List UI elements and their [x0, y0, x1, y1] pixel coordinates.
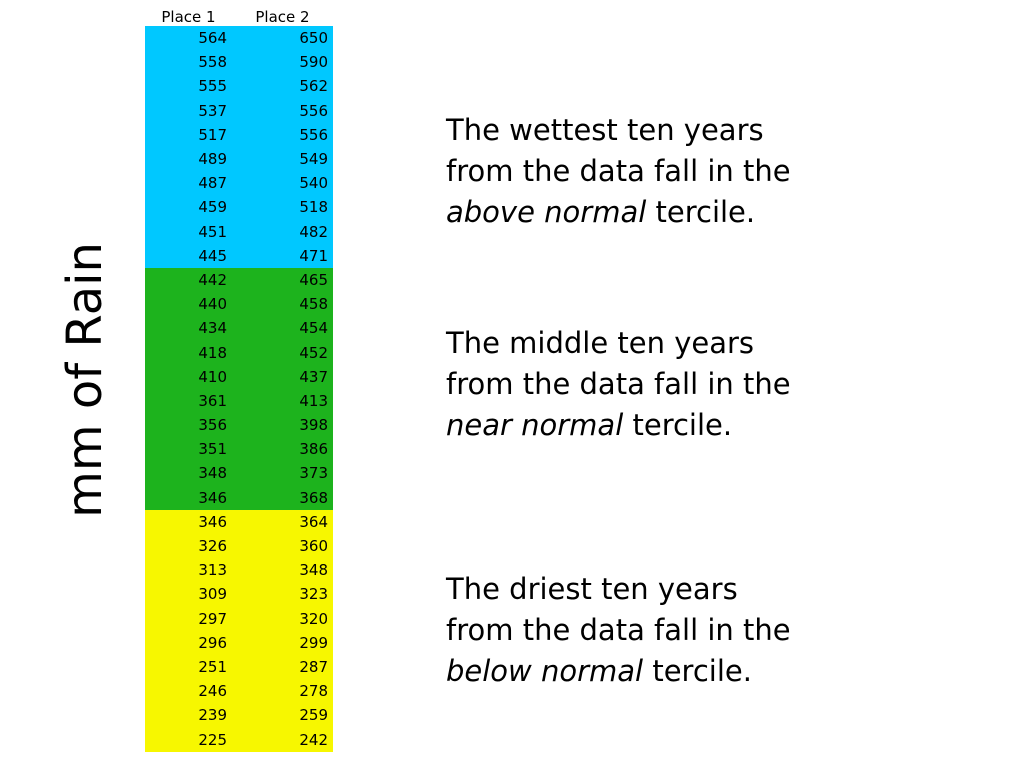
cell-place-2: 368 [232, 486, 333, 510]
cell-place-2: 471 [232, 244, 333, 268]
cell-place-2: 650 [232, 26, 333, 50]
table-row [145, 123, 333, 147]
table-row [145, 582, 333, 606]
cell-place-2: 287 [232, 655, 333, 679]
cell-place-1: 442 [145, 268, 232, 292]
note-near-line1: The middle ten years [446, 326, 755, 360]
cell-place-1: 487 [145, 171, 232, 195]
column-header-place-2: Place 2 [232, 3, 333, 26]
cell-place-1: 346 [145, 486, 232, 510]
table-row [145, 74, 333, 98]
cell-place-2: 454 [232, 316, 333, 340]
cell-place-2: 413 [232, 389, 333, 413]
cell-place-1: 558 [145, 50, 232, 74]
cell-place-1: 313 [145, 558, 232, 582]
cell-place-1: 418 [145, 340, 232, 364]
cell-place-1: 459 [145, 195, 232, 219]
table-row [145, 244, 333, 268]
cell-place-1: 440 [145, 292, 232, 316]
note-below-line2: from the data fall in the [446, 613, 791, 647]
table-row [145, 679, 333, 703]
cell-place-2: 437 [232, 365, 333, 389]
cell-place-1: 296 [145, 631, 232, 655]
cell-place-2: 549 [232, 147, 333, 171]
table-row [145, 486, 333, 510]
table-row [145, 268, 333, 292]
note-below-emphasis: below normal [446, 654, 644, 688]
note-near-emphasis: near normal [446, 408, 624, 442]
note-above-emphasis: above normal [446, 195, 647, 229]
cell-place-1: 434 [145, 316, 232, 340]
cell-place-2: 259 [232, 703, 333, 727]
table-row [145, 558, 333, 582]
cell-place-1: 489 [145, 147, 232, 171]
note-near-line2: from the data fall in the [446, 367, 791, 401]
table-row [145, 631, 333, 655]
note-below-line1: The driest ten years [446, 572, 738, 606]
cell-place-1: 555 [145, 74, 232, 98]
cell-place-1: 225 [145, 727, 232, 751]
table-row [145, 195, 333, 219]
table-row [145, 461, 333, 485]
table-row [145, 607, 333, 631]
table-row [145, 727, 333, 751]
cell-place-1: 297 [145, 607, 232, 631]
cell-place-1: 445 [145, 244, 232, 268]
table-row [145, 147, 333, 171]
table-row [145, 655, 333, 679]
rainfall-table-body [145, 26, 333, 752]
note-above-normal [446, 110, 946, 233]
cell-place-2: 386 [232, 437, 333, 461]
cell-place-2: 562 [232, 74, 333, 98]
cell-place-1: 451 [145, 220, 232, 244]
cell-place-2: 518 [232, 195, 333, 219]
cell-place-1: 246 [145, 679, 232, 703]
cell-place-2: 482 [232, 220, 333, 244]
cell-place-2: 540 [232, 171, 333, 195]
cell-place-1: 537 [145, 99, 232, 123]
cell-place-2: 348 [232, 558, 333, 582]
table-row [145, 534, 333, 558]
cell-place-2: 452 [232, 340, 333, 364]
cell-place-2: 398 [232, 413, 333, 437]
table-row [145, 703, 333, 727]
column-header-place-1: Place 1 [145, 3, 232, 26]
cell-place-1: 351 [145, 437, 232, 461]
cell-place-1: 348 [145, 461, 232, 485]
cell-place-1: 346 [145, 510, 232, 534]
cell-place-2: 360 [232, 534, 333, 558]
table-row [145, 437, 333, 461]
table-row [145, 171, 333, 195]
table-row [145, 413, 333, 437]
cell-place-1: 239 [145, 703, 232, 727]
table-row [145, 316, 333, 340]
cell-place-2: 556 [232, 99, 333, 123]
table-row [145, 292, 333, 316]
note-below-tail: tercile. [643, 654, 752, 688]
cell-place-1: 356 [145, 413, 232, 437]
table-row [145, 510, 333, 534]
rainfall-table [145, 3, 333, 752]
cell-place-1: 410 [145, 365, 232, 389]
table-row [145, 26, 333, 50]
cell-place-2: 278 [232, 679, 333, 703]
cell-place-2: 590 [232, 50, 333, 74]
cell-place-2: 364 [232, 510, 333, 534]
cell-place-1: 309 [145, 582, 232, 606]
cell-place-1: 517 [145, 123, 232, 147]
cell-place-1: 326 [145, 534, 232, 558]
table-row [145, 389, 333, 413]
cell-place-2: 323 [232, 582, 333, 606]
table-header-row [145, 3, 333, 26]
table-row [145, 365, 333, 389]
table-row [145, 50, 333, 74]
cell-place-2: 320 [232, 607, 333, 631]
note-below-normal [446, 569, 946, 692]
note-above-line2: from the data fall in the [446, 154, 791, 188]
cell-place-1: 564 [145, 26, 232, 50]
cell-place-2: 556 [232, 123, 333, 147]
cell-place-2: 242 [232, 727, 333, 751]
cell-place-2: 465 [232, 268, 333, 292]
cell-place-2: 299 [232, 631, 333, 655]
table-row [145, 340, 333, 364]
table-row [145, 99, 333, 123]
note-near-normal [446, 323, 946, 446]
note-above-line1: The wettest ten years [446, 113, 764, 147]
table-row [145, 220, 333, 244]
cell-place-1: 361 [145, 389, 232, 413]
cell-place-2: 458 [232, 292, 333, 316]
note-above-tail: tercile. [646, 195, 756, 229]
cell-place-1: 251 [145, 655, 232, 679]
note-near-tail: tercile. [623, 408, 733, 442]
axis-label: mm of Rain [57, 242, 113, 518]
cell-place-2: 373 [232, 461, 333, 485]
